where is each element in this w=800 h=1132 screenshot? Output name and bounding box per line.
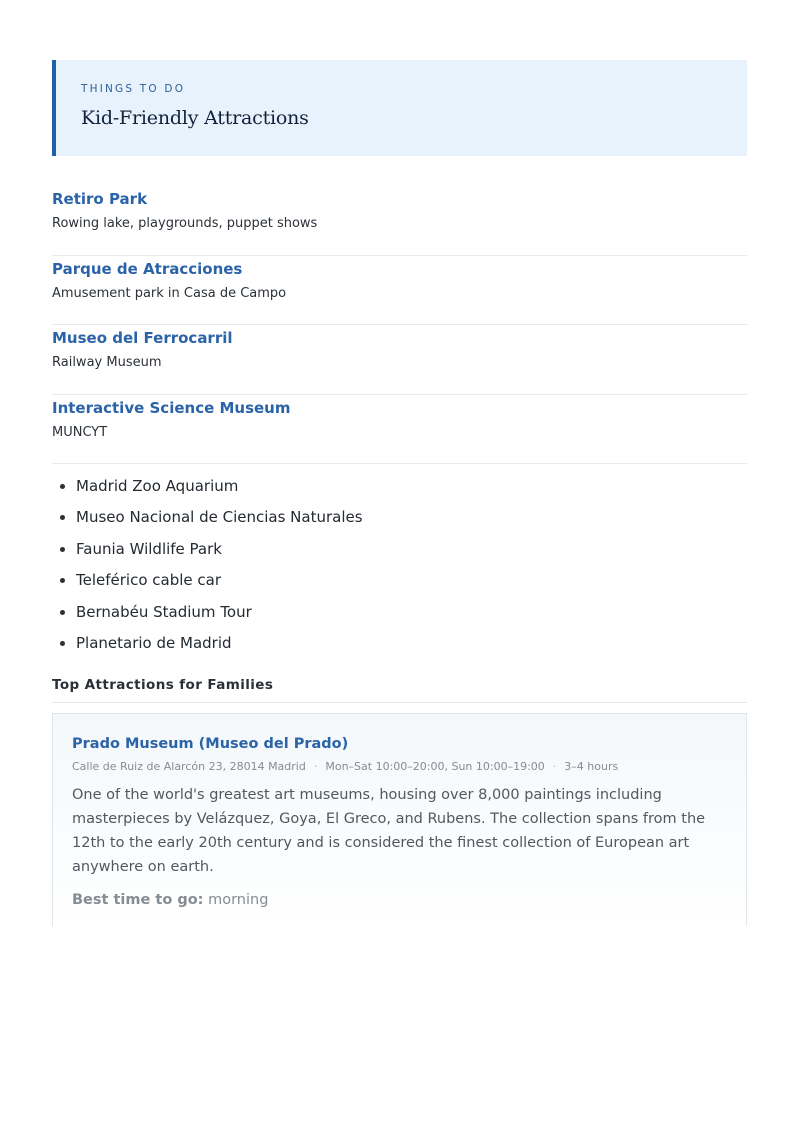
list-item (52, 539, 747, 570)
attraction-item (52, 325, 747, 395)
card-address: Calle de Ruiz de Alarcón 23, 28014 Madrid (72, 760, 306, 774)
bullet-icon (60, 515, 65, 520)
list-item (52, 633, 747, 664)
list-item (52, 602, 747, 633)
best-time-value: morning (208, 892, 269, 909)
attraction-item (52, 256, 747, 326)
page-title: Kid-Friendly Attractions (81, 107, 309, 129)
meta-separator: · (313, 760, 318, 774)
bullet-icon (60, 484, 65, 489)
list-item (52, 476, 747, 507)
list-item-label: Faunia Wildlife Park (76, 539, 222, 558)
attraction-description: MUNCYT (52, 424, 108, 440)
attraction-list (52, 186, 747, 464)
attraction-name: Parque de Atracciones (52, 259, 243, 278)
card-duration: 3–4 hours (564, 760, 619, 774)
section-header (52, 60, 747, 156)
card-meta (72, 760, 728, 774)
best-time-label: Best time to go: (72, 892, 204, 909)
list-item (52, 507, 747, 538)
list-item-label: Bernabéu Stadium Tour (76, 602, 252, 621)
card-hours: Mon–Sat 10:00–20:00, Sun 10:00–19:00 (325, 760, 545, 774)
attraction-description: Railway Museum (52, 355, 162, 370)
attraction-name: Interactive Science Museum (52, 398, 291, 417)
attraction-card (52, 713, 747, 926)
card-description: One of the world's greatest art museums, housing over 8,000 paintings including masterpieces by Velázquez, Goya, El Greco, and Rubens. The collection spans from the 12th to the early 20th century and is considered the finest collection of European art anywhere on earth. (72, 787, 706, 876)
list-item-label: Madrid Zoo Aquarium (76, 477, 239, 495)
attraction-description: Rowing lake, playgrounds, puppet shows (52, 216, 318, 231)
card-title: Prado Museum (Museo del Prado) (72, 736, 349, 753)
best-time (72, 890, 728, 910)
attraction-item (52, 395, 747, 465)
bullet-icon (60, 578, 65, 583)
attraction-name: Retiro Park (52, 190, 148, 208)
attraction-item (52, 186, 747, 256)
top-attractions-heading: Top Attractions for Families (52, 676, 747, 703)
attraction-name: Museo del Ferrocarril (52, 329, 233, 347)
bullet-icon (60, 641, 65, 646)
section-kicker: THINGS TO DO (81, 83, 186, 95)
list-item-label: Museo Nacional de Ciencias Naturales (76, 508, 363, 527)
bullet-icon (60, 547, 65, 552)
attraction-description: Amusement park in Casa de Campo (52, 285, 287, 301)
more-attractions-list (52, 476, 747, 664)
meta-separator: · (552, 760, 557, 774)
page-content (52, 60, 747, 926)
list-item-label: Teleférico cable car (76, 571, 222, 590)
list-item (52, 570, 747, 601)
list-item-label: Planetario de Madrid (76, 633, 232, 652)
bullet-icon (60, 610, 65, 615)
